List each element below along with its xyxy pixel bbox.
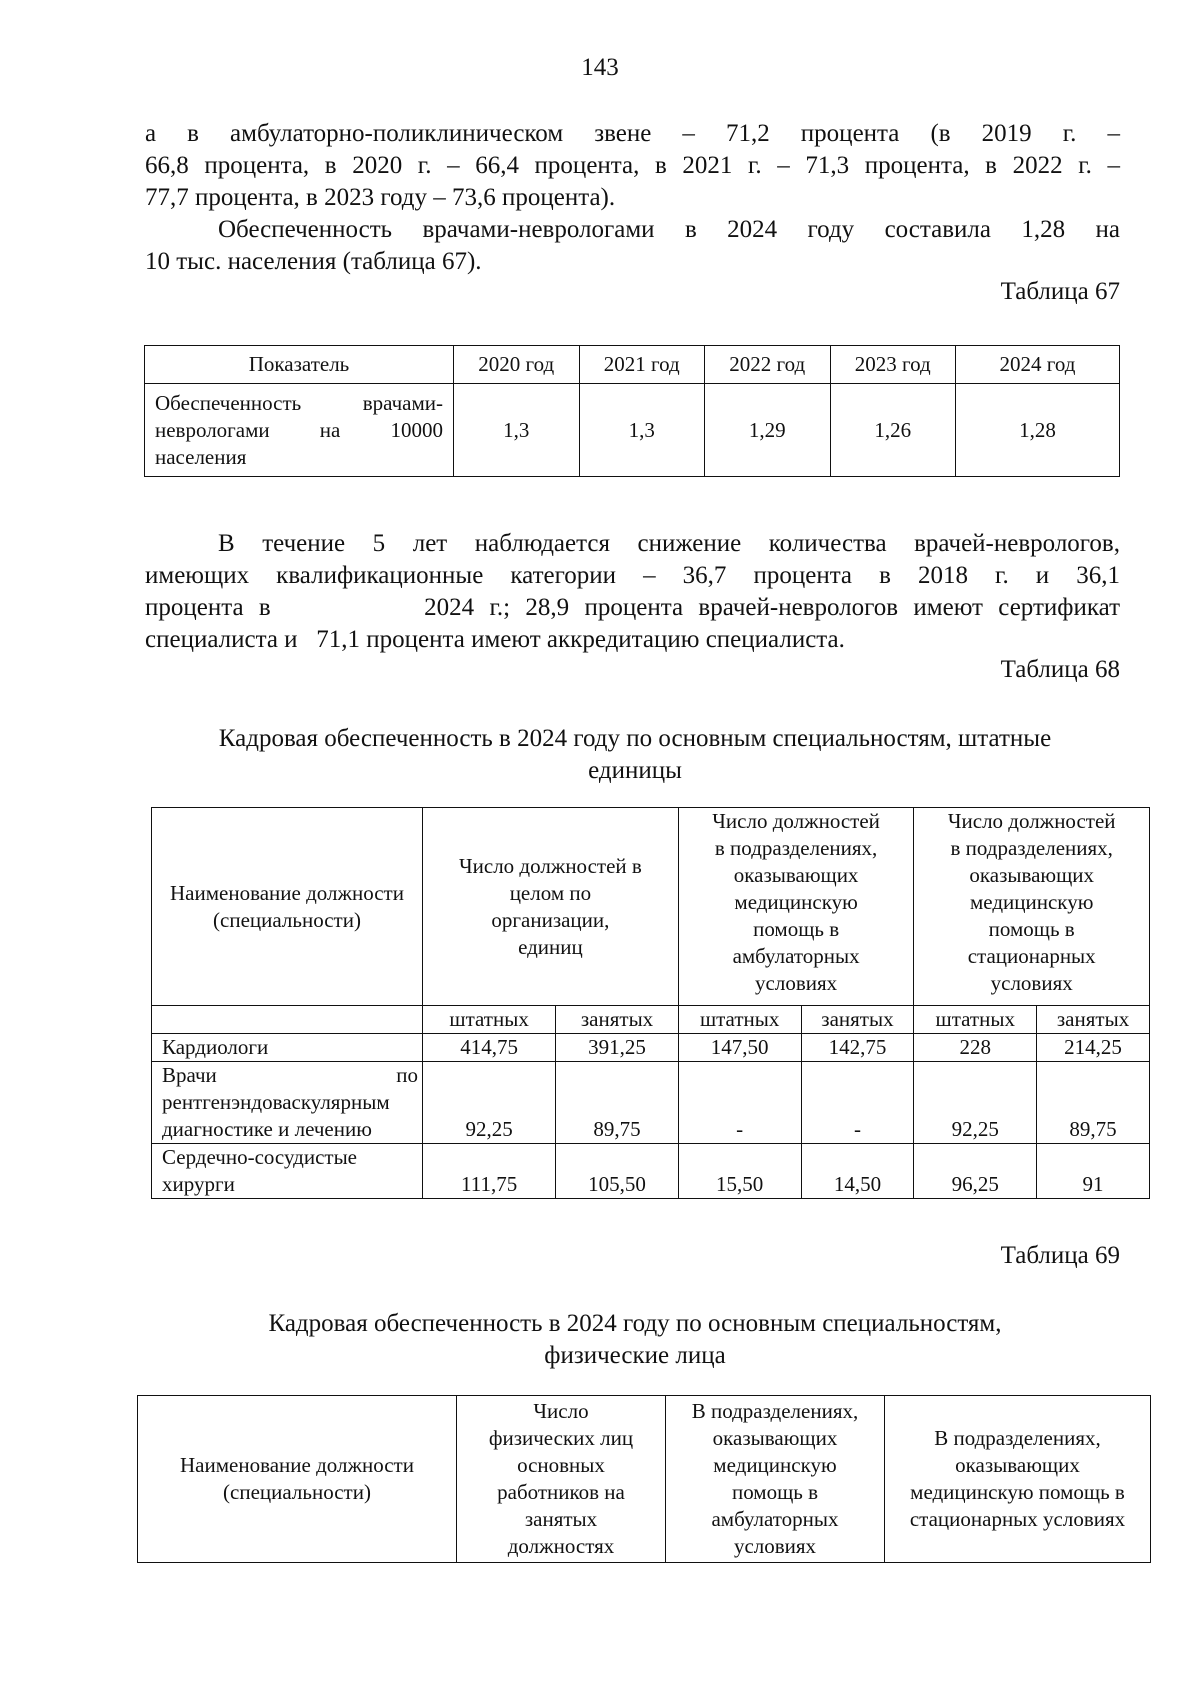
cell-line: Сердечно-сосудистые bbox=[162, 1145, 357, 1169]
header-line: физических лиц bbox=[488, 1426, 634, 1450]
column-header: 2020 год bbox=[454, 346, 580, 384]
column-header: 2024 год bbox=[956, 346, 1120, 384]
value-cell: 414,75 bbox=[423, 1034, 556, 1062]
empty-cell bbox=[152, 1006, 423, 1034]
header-inpatient-cell bbox=[914, 808, 1150, 1006]
header-total-cell bbox=[423, 808, 679, 1006]
paragraph-ambulatory-share bbox=[145, 118, 1120, 214]
cell-line: хирурги bbox=[162, 1172, 235, 1196]
table-69-caption bbox=[150, 1308, 1120, 1372]
table-68-label: Таблица 68 bbox=[1000, 656, 1120, 683]
column-header: Показатель bbox=[145, 346, 454, 384]
value-cell: 15,50 bbox=[678, 1144, 801, 1199]
header-line: помощь в bbox=[753, 917, 840, 941]
text-line: процента в 2024 г.; 28,9 процента врачей-неврологов имеют сертификат bbox=[145, 594, 1120, 621]
header-line: помощь в bbox=[731, 1480, 819, 1504]
header-line: медицинскую помощь в bbox=[910, 1480, 1125, 1504]
text-line: 66,8 процента, в 2020 г. – 66,4 процента, в 2021 г. – 71,3 процента, в 2022 г. – bbox=[145, 152, 1120, 179]
text-line: а в амбулаторно-поликлиническом звене – 71,2 процента (в 2019 г. – bbox=[145, 120, 1120, 147]
value-cell: 92,25 bbox=[914, 1062, 1037, 1144]
header-name-cell bbox=[152, 808, 423, 1006]
table-67 bbox=[144, 345, 1120, 477]
value-cell: 111,75 bbox=[423, 1144, 556, 1199]
header-line: в подразделениях, bbox=[714, 836, 878, 860]
column-header: 2021 год bbox=[579, 346, 705, 384]
header-line: медицинскую bbox=[713, 1453, 837, 1477]
header-line: амбулаторных bbox=[711, 1507, 839, 1531]
subheader-cell: штатных bbox=[423, 1006, 556, 1034]
table-67-label: Таблица 67 bbox=[1000, 278, 1120, 305]
row-name-cell bbox=[152, 1144, 423, 1199]
header-line: условиях bbox=[755, 971, 838, 995]
caption-line: единицы bbox=[588, 757, 682, 784]
header-line: оказывающих bbox=[969, 863, 1095, 887]
header-line: условиях bbox=[990, 971, 1073, 995]
table-row bbox=[152, 1062, 1150, 1144]
header-line: стационарных bbox=[967, 944, 1096, 968]
subheader-cell: занятых bbox=[1037, 1006, 1150, 1034]
header-line: условиях bbox=[733, 1534, 817, 1558]
header-line: оказывающих bbox=[955, 1453, 1080, 1477]
value-cell: - bbox=[801, 1062, 914, 1144]
text-line: специалиста и 71,1 процента имеют аккредитацию специалиста. bbox=[145, 626, 845, 653]
header-line: Наименование должности bbox=[170, 880, 404, 905]
value-cell: 142,75 bbox=[801, 1034, 914, 1062]
value-cell: 1,26 bbox=[830, 384, 956, 477]
value-cell: 89,75 bbox=[556, 1062, 679, 1144]
header-ambulatory-cell bbox=[666, 1396, 885, 1563]
header-line: стационарных условиях bbox=[909, 1507, 1126, 1531]
table-69-label: Таблица 69 bbox=[1000, 1242, 1120, 1269]
value-cell: 391,25 bbox=[556, 1034, 679, 1062]
value-cell: 1,3 bbox=[579, 384, 705, 477]
header-line: целом по bbox=[509, 880, 592, 905]
table-row bbox=[145, 384, 1120, 477]
value-cell: 91 bbox=[1037, 1144, 1150, 1199]
header-line: Наименование должности bbox=[180, 1453, 414, 1477]
text-line: В течение 5 лет наблюдается снижение количества врачей-неврологов, bbox=[218, 530, 1120, 557]
header-line: должностях bbox=[507, 1534, 615, 1558]
text-line: Обеспеченность врачами-неврологами в 2024 году составила 1,28 на bbox=[218, 216, 1120, 243]
table-header-row bbox=[145, 346, 1120, 384]
caption-line: физические лица bbox=[544, 1342, 726, 1369]
table-row bbox=[152, 1034, 1150, 1062]
column-header: 2023 год bbox=[830, 346, 956, 384]
row-name-cell bbox=[145, 384, 454, 477]
value-cell: 14,50 bbox=[801, 1144, 914, 1199]
header-line: оказывающих bbox=[712, 1426, 838, 1450]
header-line: Число должностей в bbox=[458, 853, 642, 878]
cell-line: рентгенэндоваскулярным bbox=[162, 1090, 390, 1114]
caption-line: Кадровая обеспеченность в 2024 году по основным специальностям, штатные bbox=[218, 725, 1052, 752]
header-line: (специальности) bbox=[223, 1480, 371, 1504]
header-name-cell bbox=[138, 1396, 457, 1563]
cell-line: Обеспеченность врачами- bbox=[155, 390, 443, 415]
header-line: помощь в bbox=[988, 917, 1075, 941]
cell-line: населения bbox=[155, 444, 247, 469]
header-line: В подразделениях, bbox=[691, 1399, 859, 1423]
cell-line: Врачи по bbox=[162, 1063, 418, 1087]
table-68 bbox=[151, 807, 1150, 1199]
table-row bbox=[152, 1144, 1150, 1199]
header-line: медицинскую bbox=[970, 890, 1094, 914]
column-header: 2022 год bbox=[705, 346, 831, 384]
header-line: медицинскую bbox=[734, 890, 858, 914]
value-cell: 1,28 bbox=[956, 384, 1120, 477]
value-cell: - bbox=[678, 1062, 801, 1144]
value-cell: 1,29 bbox=[705, 384, 831, 477]
cell-line: неврологами на 10000 bbox=[155, 417, 443, 442]
header-line: организации, bbox=[491, 907, 610, 932]
header-line: работников на bbox=[497, 1480, 625, 1504]
value-cell: 1,3 bbox=[454, 384, 580, 477]
header-line: В подразделениях, bbox=[934, 1426, 1101, 1450]
table-68-caption bbox=[150, 723, 1120, 787]
subheader-cell: занятых bbox=[801, 1006, 914, 1034]
header-ambulatory-cell bbox=[678, 808, 914, 1006]
value-cell: 96,25 bbox=[914, 1144, 1037, 1199]
value-cell: 214,25 bbox=[1037, 1034, 1150, 1062]
subheader-cell: занятых bbox=[556, 1006, 679, 1034]
row-name-cell bbox=[152, 1062, 423, 1144]
text-line: имеющих квалификационные категории – 36,7 процента в 2018 г. и 36,1 bbox=[145, 562, 1120, 589]
text-line: 77,7 процента, в 2023 году – 73,6 процента). bbox=[145, 184, 616, 211]
row-name-cell: Кардиологи bbox=[152, 1034, 423, 1062]
paragraph-neurologist-provision bbox=[145, 214, 1120, 278]
subheader-cell: штатных bbox=[914, 1006, 1037, 1034]
header-line: (специальности) bbox=[213, 907, 361, 932]
header-line: Число должностей bbox=[947, 809, 1116, 833]
table-69 bbox=[137, 1395, 1151, 1563]
header-line: Число должностей bbox=[712, 809, 880, 833]
subheader-cell: штатных bbox=[678, 1006, 801, 1034]
page-number: 143 bbox=[581, 54, 619, 81]
table-header-row bbox=[152, 808, 1150, 1006]
header-line: единиц bbox=[518, 934, 583, 959]
header-count-cell bbox=[457, 1396, 666, 1563]
header-line: основных bbox=[517, 1453, 605, 1477]
header-line: занятых bbox=[524, 1507, 598, 1531]
value-cell: 228 bbox=[914, 1034, 1037, 1062]
caption-line: Кадровая обеспеченность в 2024 году по основным специальностям, bbox=[268, 1310, 1002, 1337]
header-line: в подразделениях, bbox=[950, 836, 1113, 860]
table-header-row bbox=[138, 1396, 1151, 1563]
value-cell: 92,25 bbox=[423, 1062, 556, 1144]
text-line: 10 тыс. населения (таблица 67). bbox=[145, 248, 482, 275]
paragraph-neurologist-qualification bbox=[145, 528, 1120, 656]
value-cell: 105,50 bbox=[556, 1144, 679, 1199]
header-line: Число bbox=[533, 1399, 589, 1423]
value-cell: 147,50 bbox=[678, 1034, 801, 1062]
header-line: амбулаторных bbox=[732, 944, 860, 968]
table-subheader-row bbox=[152, 1006, 1150, 1034]
cell-line: диагностике и лечению bbox=[162, 1117, 372, 1141]
header-inpatient-cell bbox=[885, 1396, 1151, 1563]
value-cell: 89,75 bbox=[1037, 1062, 1150, 1144]
header-line: оказывающих bbox=[733, 863, 859, 887]
